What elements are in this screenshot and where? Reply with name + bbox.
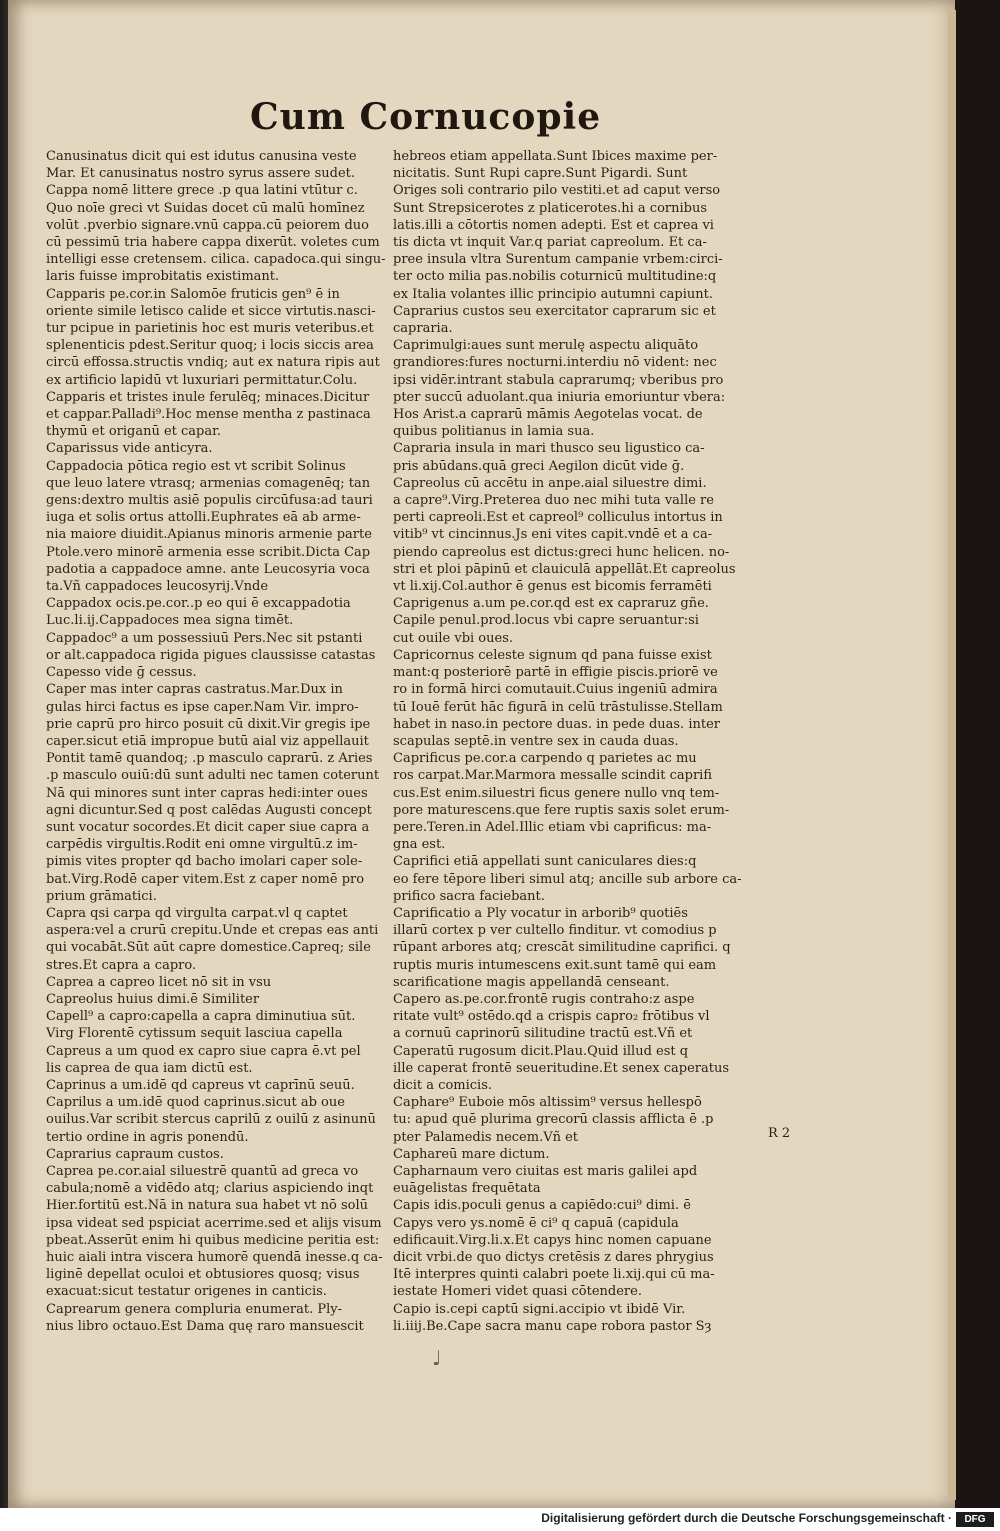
text-line: cabula;nomē a vidēdo atq; clarius aspiciendo inqt <box>46 1181 374 1197</box>
text-line: thymū et origanū et capar. <box>46 424 222 440</box>
text-line: Capys vero ys.nomē ē ci⁹ q capuā (capidula <box>393 1215 679 1231</box>
page-title: Cum Cornucopie <box>250 96 602 138</box>
text-line: pere.Teren.in Adel.Illic etiam vbi caprificus: ma- <box>393 819 712 835</box>
text-line: Capero as.pe.cor.frontē rugis contraho:z aspe <box>393 991 695 1007</box>
text-line: Capparis et tristes inule ferulēq; minaces.Dicitur <box>46 389 370 405</box>
text-line: Caprifici etiā appellati sunt caniculares dies:q <box>393 854 697 870</box>
text-line: oriente simile letisco calide et sicce virtutis.nasci- <box>46 303 376 319</box>
ink-blot-mark: ♩ <box>432 1346 442 1370</box>
text-line: nia maiore diuidit.Apianus minoris armenie parte <box>46 527 372 543</box>
signature-mark: R 2 <box>768 1126 791 1141</box>
text-line: Caphareū mare dictum. <box>393 1146 550 1162</box>
text-line: tertio ordine in agris ponendū. <box>46 1129 249 1145</box>
text-line: latis.illi a cōtortis nomen adepti. Est et caprea vi <box>393 217 714 233</box>
text-line: pris abūdans.quā greci Aegilon dicūt vide ḡ. <box>393 458 685 474</box>
text-line: Caprilus a um.idē quod caprinus.sicut ab oue <box>46 1095 345 1111</box>
text-line: Caprearum genera compluria enumerat. Ply- <box>46 1301 342 1317</box>
text-line: Capile penul.prod.locus vbi capre seruantur:si <box>393 613 699 629</box>
text-line: Hos Arist.a caprarū māmis Aegotelas vocat. de <box>393 407 703 423</box>
text-line: .p masculo ouiū:dū sunt adulti nec tamen coterunt <box>46 768 380 784</box>
text-line: ex Italia volantes illic principio autumni capiunt. <box>393 286 713 302</box>
text-line: grandiores:fures nocturni.interdiu nō vident: nec <box>393 355 717 371</box>
text-line: Caprea a capreo licet nō sit in vsu <box>46 974 272 990</box>
text-line: capraria. <box>393 321 453 337</box>
text-line: lis caprea de qua iam dictū est. <box>46 1060 253 1076</box>
text-line: Caprarius capraum custos. <box>46 1146 224 1162</box>
text-line: perti capreoli.Est et capreol⁹ colliculus intortus in <box>393 510 723 526</box>
footer-credit: Digitalisierung gefördert durch die Deutsche Forschungsgemeinschaft · <box>541 1511 952 1525</box>
text-line: Caprigenus a.um pe.cor.qd est ex capraruz gñe. <box>393 596 709 612</box>
text-line: tis dicta vt inquit Var.q pariat capreolum. Et ca- <box>393 235 707 251</box>
text-line: Capio is.cepi captū signi.accipio vt ibidē Vir. <box>393 1301 686 1317</box>
text-line: padotia a cappadoce amne. ante Leucosyria voca <box>46 561 370 577</box>
text-line: Luc.li.ij.Cappadoces mea signa timēt. <box>46 613 294 629</box>
text-line: cut ouile vbi oues. <box>393 630 514 646</box>
text-line: splenenticis pdest.Seritur quoq; i locis siccis area <box>46 338 374 354</box>
text-line: li.iiij.Be.Cape sacra manu cape robora pastor Sȝ <box>393 1318 712 1334</box>
text-line: rūpant arbores atq; crescāt similitudine caprifici. q <box>393 940 731 956</box>
text-line: ros carpat.Mar.Marmora messalle scindit caprifi <box>393 768 712 784</box>
text-line: gulas hirci factus es ipse caper.Nam Vir. impro- <box>46 699 359 715</box>
text-line: Caprificatio a Ply vocatur in arborib⁹ quotiēs <box>393 905 688 921</box>
text-line: Capesso vide ḡ cessus. <box>46 665 197 681</box>
text-line: ro in formā hirci comutauit.Cuius ingeniū admira <box>393 682 718 698</box>
page-edge <box>948 10 956 1500</box>
text-line: sunt vocatur socordes.Et dicit caper siue capra a <box>46 819 370 835</box>
text-line: caper.sicut etiā impropue butū aial viz appellauit <box>46 733 369 749</box>
text-line: ille caperat frontē seueritudine.Et senex caperatus <box>393 1060 730 1076</box>
text-line: tur pcipue in parietinis hoc est muris veteribus.et <box>46 321 374 337</box>
text-line: Cappa nomē littere grece .p qua latini vtūtur c. <box>46 183 358 199</box>
text-line: Pontit tamē quandoq; .p masculo caprarū. z Aries <box>46 751 373 767</box>
text-line: prifico sacra faciebant. <box>393 888 545 904</box>
text-line: ipsa videat sed pspiciat acerrime.sed et alijs visum <box>46 1215 382 1231</box>
text-line: gens:dextro multis asiē populis circūfusa:ad tauri <box>46 493 373 509</box>
text-line: Mar. Et canusinatus nostro syrus assere sudet. <box>46 166 356 182</box>
text-line: habet in naso.in pectore duas. in pede duas. inter <box>393 716 720 732</box>
text-line: Cappadox ocis.pe.cor..p eo qui ē excappadotia <box>46 596 351 612</box>
text-line: Capraria insula in mari thusco seu ligustico ca- <box>393 441 705 457</box>
text-line: tu: apud quē plurima grecorū classis afflicta ē .p <box>393 1112 714 1128</box>
text-line: or alt.cappadoca rigida pigues claussisse catastas <box>46 647 376 663</box>
text-line: Ptole.vero minorē armenia esse scribit.Dicta Cap <box>46 544 371 560</box>
text-line: huic aiali intra viscera humorē quendā inesse.q ca- <box>46 1250 383 1265</box>
text-line: Capreus a um quod ex capro siue capra ē.vt pel <box>46 1043 361 1059</box>
text-line: Caprimulgi:aues sunt merulę aspectu aliquāto <box>393 338 699 354</box>
text-line: cū pessimū tria habere cappa dixerūt. voletes cum <box>46 235 380 251</box>
text-line: agni dicuntur.Sed q post calēdas Augusti concept <box>46 802 372 818</box>
text-line: dicit a comicis. <box>393 1077 492 1093</box>
text-line: nicitatis. Sunt Rupi capre.Sunt Pigardi. Sunt <box>393 166 688 182</box>
text-line: eo fere tēpore liberi simul atq; ancille sub arbore ca- <box>393 871 742 887</box>
text-line: bat.Virg.Rodē caper vitem.Est z caper nomē pro <box>46 871 365 887</box>
text-line: liginē depellat oculoi et obtusiores quosq; visus <box>46 1267 360 1283</box>
text-line: pree insula vltra Surentum campanie vrbem:circi- <box>393 252 723 268</box>
text-line: Caprarius custos seu exercitator caprarum sic et <box>393 303 716 319</box>
text-line: exacuat:sicut testatur origenes in canticis. <box>46 1284 327 1300</box>
text-line: pbeat.Asserūt enim hi quibus medicine peritia est: <box>46 1232 380 1248</box>
text-line: Itē interpres quinti calabri poete li.xij.qui cū ma- <box>393 1267 715 1283</box>
text-line: ex artificio lapidū vt luxuriari permittatur.Colu. <box>46 372 358 388</box>
text-line: laris fuisse improbitatis existimant. <box>46 269 280 285</box>
text-line: ipsi vidēr.intrant stabula caprarumq; vberibus pro <box>393 372 724 388</box>
text-line: que leuo latere vtrasq; armenias comagenēq; tan <box>46 475 371 491</box>
text-line: illarū cortex p ver cultello finditur. vt comodius p <box>393 923 717 939</box>
footer-bar <box>0 1508 1000 1531</box>
text-line: aspera:vel a crurū crepitu.Unde et crepas eas anti <box>46 923 379 939</box>
text-line: pter Palamedis necem.Vñ et <box>393 1129 579 1145</box>
text-line: pimis vites propter qd bacho imolari caper sole- <box>46 854 363 870</box>
text-line: ritate vult⁹ ostēdo.qd a crispis capro₂ frōtibus vl <box>393 1009 710 1025</box>
text-line: circū effossa.structis vndiq; aut ex natura ripis aut <box>46 355 380 371</box>
text-line: pter succū aduolant.qua iniuria emoriuntur vbera: <box>393 389 726 405</box>
text-line: Cappadocia pōtica regio est vt scribit Solinus <box>46 458 346 474</box>
text-line: Caprificus pe.cor.a carpendo q parietes ac mu <box>393 751 697 767</box>
text-line: Capricornus celeste signum qd pana fuisse exist <box>393 647 712 663</box>
text-line: carpēdis virgultis.Rodit eni omne virgultū.z im- <box>46 837 358 853</box>
text-line: stres.Et capra a capro. <box>46 957 197 973</box>
text-line: Capharnaum vero ciuitas est maris galilei apd <box>393 1163 698 1179</box>
text-line: dicit vrbi.de quo dictys cretēsis z dares phrygius <box>393 1250 714 1265</box>
text-line: ta.Vñ cappadoces leucosyrij.Vnde <box>46 579 269 595</box>
text-line: Capparis pe.cor.in Salomōe fruticis gen⁹ ē in <box>46 286 340 302</box>
text-line: a cornuū caprinorū silitudine tractū est.Vñ et <box>393 1026 693 1042</box>
text-line: vitib⁹ vt cincinnus.Js eni vites capit.vndē et a ca- <box>393 527 713 543</box>
text-line: stri et ploi pāpinū et clauiculā appellāt.Et capreolus <box>393 561 736 577</box>
text-line: euāgelistas frequētata <box>393 1181 541 1197</box>
text-line: Nā qui minores sunt inter capras hedi:inter oues <box>46 785 368 801</box>
text-line: ruptis muris intumescens exit.sunt tamē qui eam <box>393 957 717 973</box>
text-line: iestate Homeri videt quasi cōtendere. <box>393 1284 642 1300</box>
text-line: hebreos etiam appellata.Sunt Ibices maxime per- <box>393 149 718 164</box>
right-text-column <box>393 148 743 1335</box>
text-line: Caper mas inter capras castratus.Mar.Dux in <box>46 682 343 698</box>
text-line: piendo capreolus est dictus:greci hunc helicen. no- <box>393 544 730 560</box>
text-line: qui vocabāt.Sūt aūt capre domestice.Capreq; sile <box>46 940 371 956</box>
text-line: Caprea pe.cor.aial siluestrē quantū ad greca vo <box>46 1163 359 1179</box>
text-line: a capre⁹.Virg.Preterea duo nec mihi tuta valle re <box>393 493 714 509</box>
text-line: Hier.fortitū est.Nā in natura sua habet vt nō solū <box>46 1198 369 1214</box>
text-line: intelligi esse cretensem. cilica. capadoca.qui singu- <box>46 252 386 268</box>
text-line: Caparissus vide anticyra. <box>46 441 213 457</box>
text-line: Sunt Strepsicerotes z platicerotes.hi a cornibus <box>393 200 708 216</box>
text-line: Capra qsi carpa qd virgulta carpat.vl q captet <box>46 905 348 921</box>
text-line: tū Iouē ferūt hāc figurā in celū trāstulisse.Stellam <box>393 699 723 715</box>
text-line: Origes soli contrario pilo vestiti.et ad caput verso <box>393 183 721 199</box>
text-line: Capreolus cū accētu in anpe.aial siluestre dimi. <box>393 475 707 491</box>
text-line: Caprinus a um.idē qd capreus vt caprīnū seuū. <box>46 1077 355 1093</box>
text-line: gna est. <box>393 837 446 853</box>
text-line: vt li.xij.Col.author ē genus est bicomis ferramēti <box>393 579 712 595</box>
text-line: volūt .pverbio signare.vnū cappa.cū peiorem duo <box>46 217 369 233</box>
text-line: scapulas septē.in ventre sex in cauda duas. <box>393 733 679 749</box>
text-line: Capreolus huius dimi.ē Similiter <box>46 991 260 1007</box>
text-line: quibus politianus in lamia sua. <box>393 424 595 440</box>
text-line: cus.Est enim.siluestri ficus genere nullo vnq tem- <box>393 785 720 801</box>
text-line: Quo noīe greci vt Suidas docet cū malū homīnez <box>46 200 365 216</box>
text-line: ouilus.Var scribit stercus caprilū z ouilū z asinunū <box>46 1112 376 1128</box>
dfg-logo: DFG <box>956 1512 994 1527</box>
text-line: mant:q posteriorē partē in effigie piscis.priorē ve <box>393 665 718 681</box>
text-line: Virg Florentē cytissum sequit lasciua capella <box>46 1026 343 1042</box>
text-line: Cappadoc⁹ a um possessiuū Pers.Nec sit pstanti <box>46 630 363 646</box>
text-line: Caperatū rugosum dicit.Plau.Quid illud est q <box>393 1043 689 1059</box>
text-line: et cappar.Palladi⁹.Hoc mense mentha z pastinaca <box>46 407 371 423</box>
text-line: pore maturescens.que fere ruptis saxis solet erum- <box>393 802 730 818</box>
text-line: scarificatione magis appellandā censeant. <box>393 974 670 990</box>
text-line: prie caprū pro hirco posuit cū dixit.Vir gregis ipe <box>46 716 371 732</box>
text-line: Capis idis.poculi genus a capiēdo:cui⁹ dimi. ē <box>393 1198 691 1214</box>
text-line: Capell⁹ a capro:capella a capra diminutiua sūt. <box>46 1009 356 1025</box>
text-line: edificauit.Virg.li.x.Et capys hinc nomen capuane <box>393 1232 712 1248</box>
text-line: ter octo milia pas.nobilis coturnicū multitudine:q <box>393 269 717 285</box>
left-text-column <box>46 148 396 1335</box>
text-line: iuga et solis ortus attolli.Euphrates eā ab arme- <box>46 510 361 526</box>
text-line: nius libro octauo.Est Dama quę raro mansuescit <box>46 1318 364 1334</box>
text-line: prium grāmatici. <box>46 888 157 904</box>
text-line: Caphare⁹ Euboie mōs altissim⁹ versus hellespō <box>393 1095 702 1111</box>
text-line: Canusinatus dicit qui est idutus canusina veste <box>46 149 357 164</box>
